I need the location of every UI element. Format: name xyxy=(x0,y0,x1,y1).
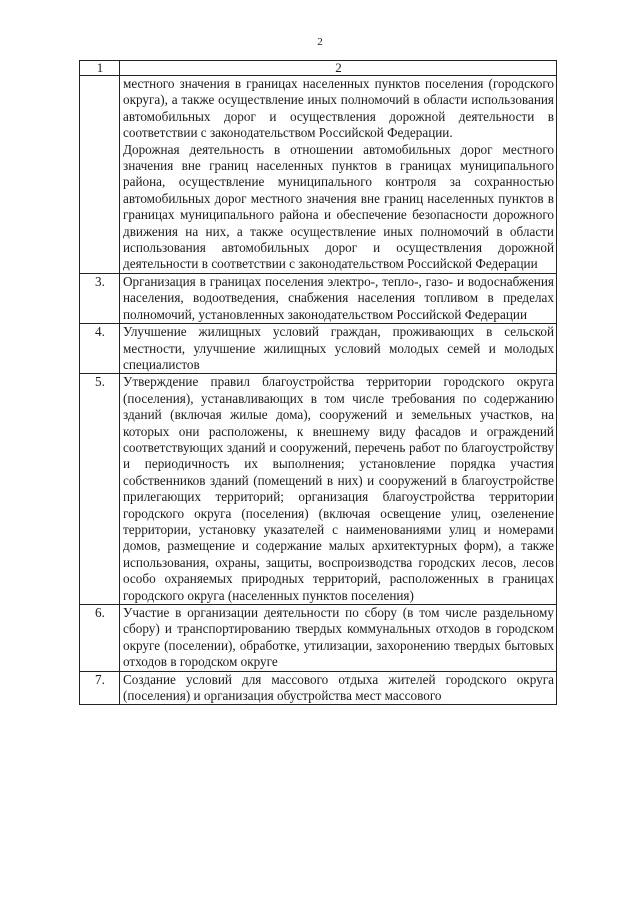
row-number: 7. xyxy=(80,671,120,705)
row-description xyxy=(120,76,557,274)
row-description xyxy=(120,324,557,374)
table-row xyxy=(80,671,557,705)
row-number: 5. xyxy=(80,374,120,605)
row-description xyxy=(120,374,557,605)
row-number: 3. xyxy=(80,273,120,323)
column-header-number: 1 xyxy=(80,61,120,76)
paragraph: Создание условий для массового отдыха жителей городского округа (поселения) и организация обустройства мест массового xyxy=(123,671,554,704)
row-number: 4. xyxy=(80,324,120,374)
paragraph: Улучшение жилищных условий граждан, проживающих в сельской местности, улучшение жилищных условий молодых семей и молодых специалистов xyxy=(123,324,554,372)
table-header-row xyxy=(80,61,557,76)
paragraph: Организация в границах поселения электро-, тепло-, газо- и водоснабжения населения, водоотведения, снабжения населения топливом в пределах полномочий, установленных законодательством Российской Федерации xyxy=(123,273,554,322)
paragraph: Утверждение правил благоустройства территории городского округа (поселения), устанавливающих в том числе требования по содержанию зданий (включая жилые дома), сооружений и земельных участков, на которых они расположены, к внешнему виду фасадов и ограждений соответствующих зданий и сооружений, перечень работ по благоустройству и периодичность их выполнения; установление порядка участия собственников зданий (помещений в них) и сооружений в благоустройстве прилегающих территорий; организация благоустройства территории городского округа (поселения) (включая освещение улиц, озеленение территории, установку указателей с наименованиями улиц и номерами домов, размещение и содержание малых архитектурных форм), а также использования, охраны, защиты, воспроизводства городских лесов, лесов особо охраняемых природных территорий, расположенных в границах городского округа (населенных пунктов поселения) xyxy=(123,374,554,603)
page-number: 2 xyxy=(317,36,323,48)
paragraph: Дорожная деятельность в отношении автомобильных дорог местного значения вне границ населенных пунктов в границах муниципального района, осуществление муниципального контроля за сохранностью автомобильных дорог местного значения вне границ населенных пунктов в границах муниципального района и обеспечение безопасности дорожного движения на них, а также осуществление иных полномочий в области использования автомобильных дорог и осуществления дорожной деятельности в соответствии с законодательством Российской Федерации xyxy=(123,141,554,272)
table-row xyxy=(80,273,557,323)
table-row xyxy=(80,76,557,274)
column-header-description: 2 xyxy=(120,61,557,76)
paragraph: местного значения в границах населенных пунктов поселения (городского округа), а также осуществление иных полномочий в области использования автомобильных дорог и осуществления дорожной деятельности в соответствии с законодательством Российской Федерации. xyxy=(123,76,554,141)
row-description xyxy=(120,273,557,323)
paragraph: Участие в организации деятельности по сбору (в том числе раздельному сбору) и транспортированию твердых коммунальных отходов в городском округе (поселении), обработке, утилизации, захоронению твердых бытовых отходов в городском округе xyxy=(123,605,554,670)
table-row xyxy=(80,324,557,374)
powers-table xyxy=(79,60,557,705)
table-row xyxy=(80,605,557,672)
row-description xyxy=(120,671,557,705)
row-number: 6. xyxy=(80,605,120,672)
table-row xyxy=(80,374,557,605)
row-description xyxy=(120,605,557,672)
row-number xyxy=(80,76,120,274)
